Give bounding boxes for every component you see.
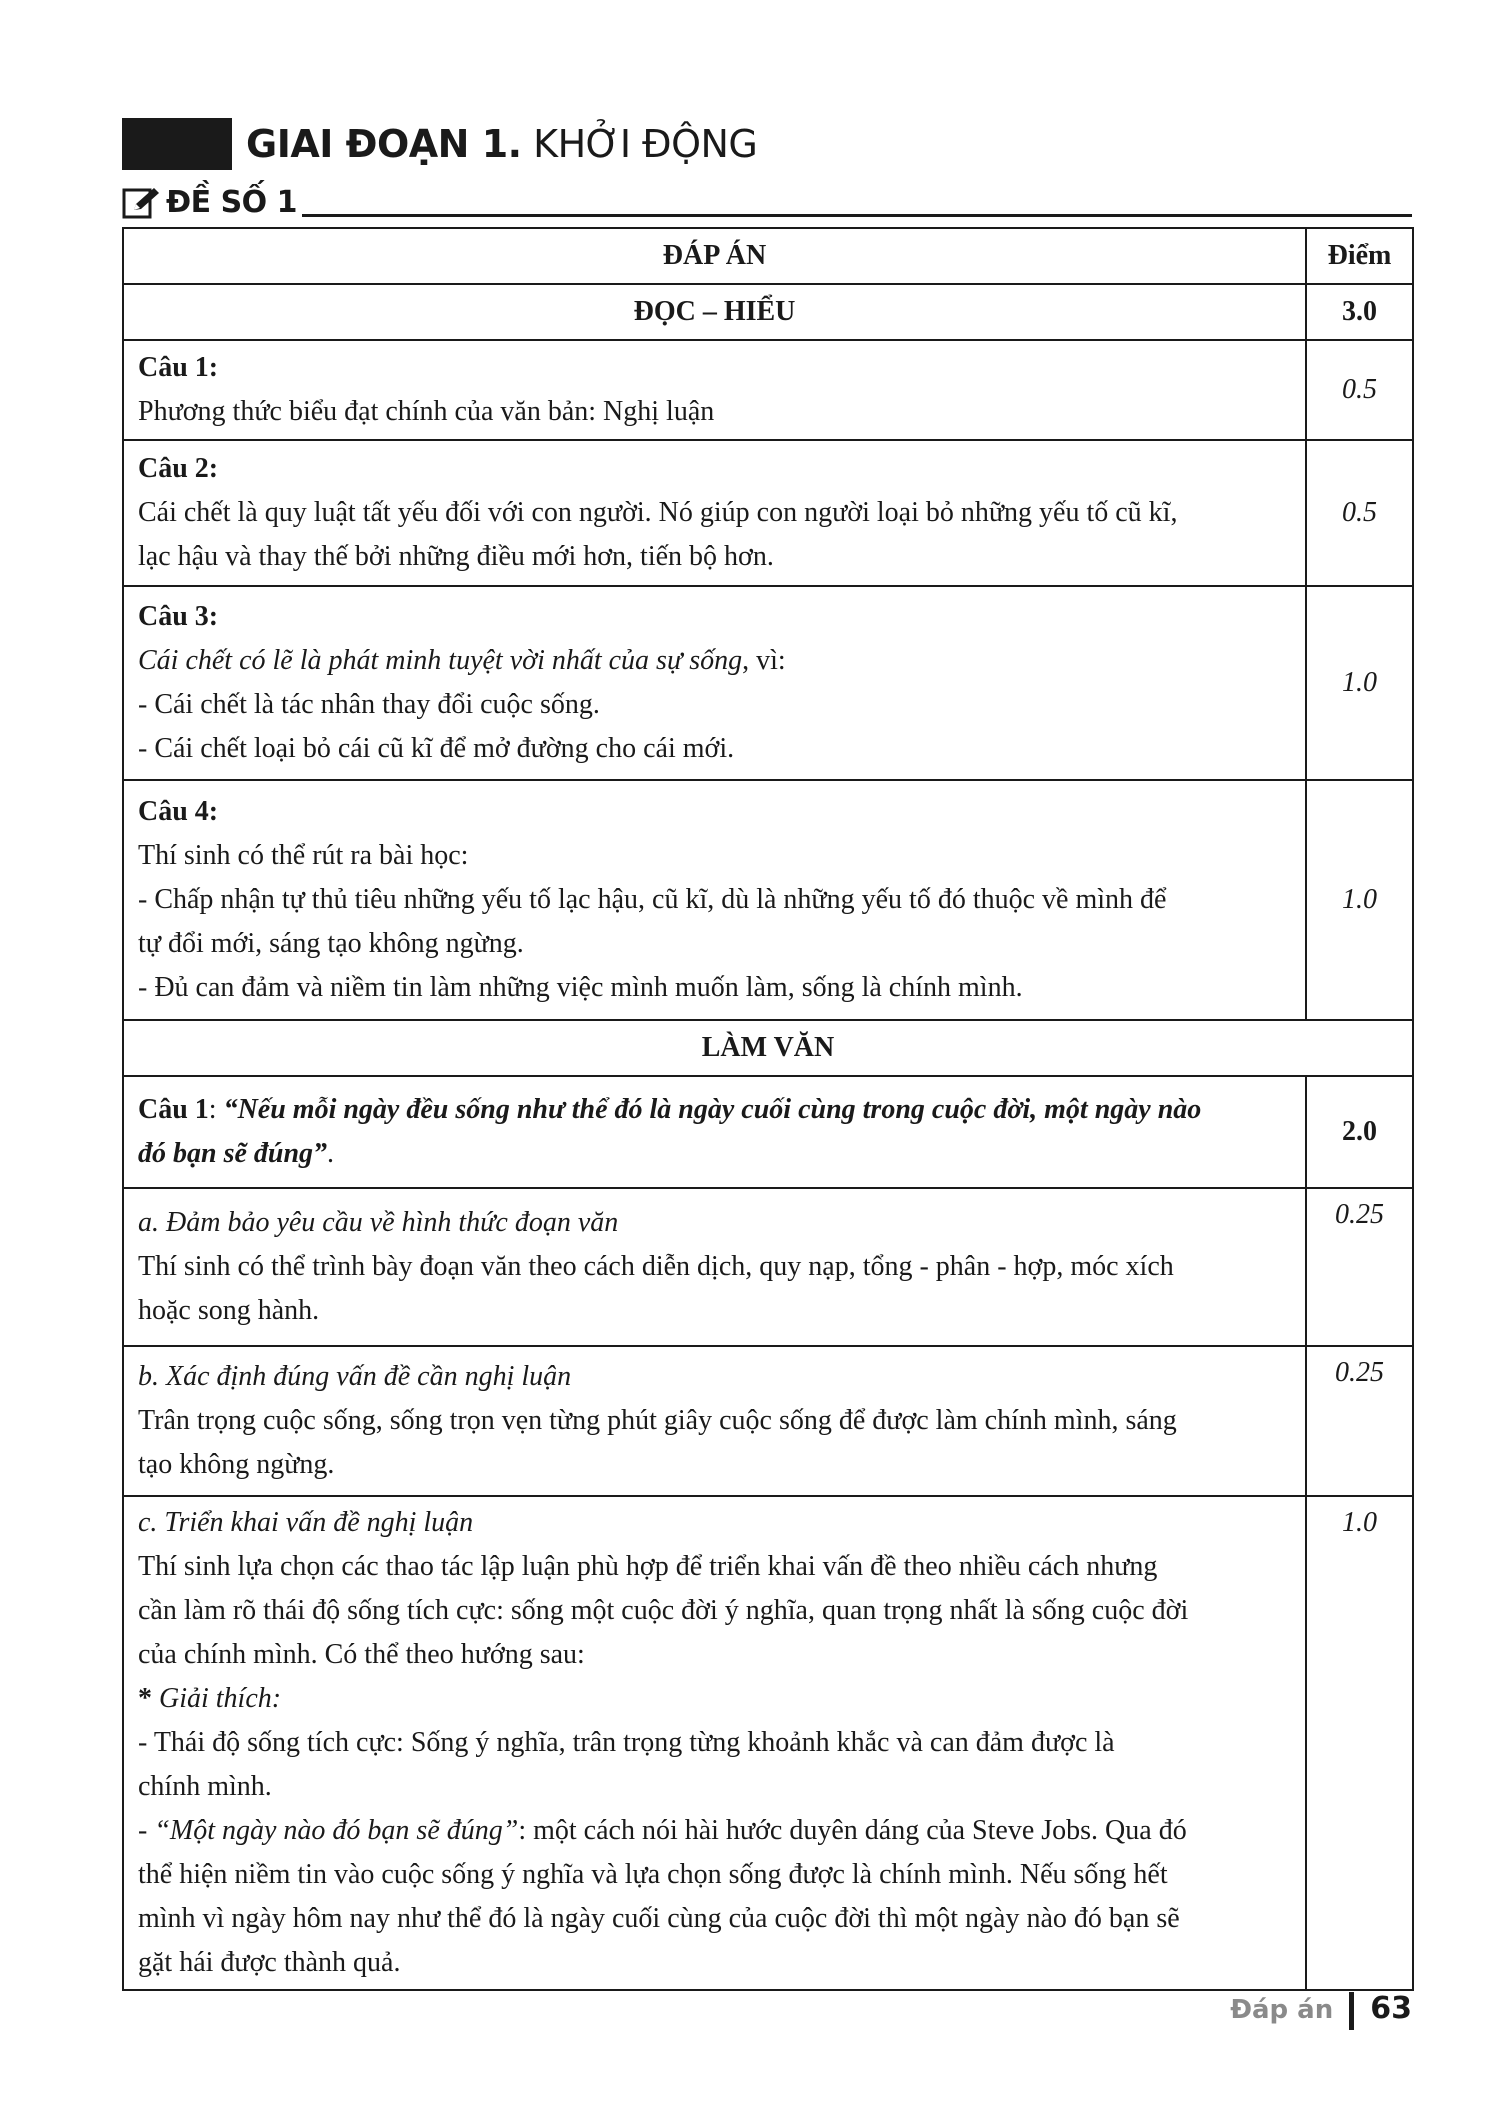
q3-after: , vì: — [742, 645, 786, 676]
writing-section-row — [123, 1020, 1413, 1076]
reading-q1 — [123, 340, 1306, 440]
header-answer: ĐÁP ÁN — [123, 228, 1306, 284]
c-explain: Giải thích: — [152, 1683, 282, 1714]
q4-label: Câu 4: — [138, 796, 219, 827]
q2-line2: lạc hậu và thay thế bởi những điều mới hơn, tiến bộ hơn. — [138, 541, 774, 572]
section-heading — [122, 118, 1412, 170]
b-score: 0.25 — [1306, 1346, 1413, 1496]
writing-title: LÀM VĂN — [123, 1020, 1413, 1076]
c-explain-line — [138, 1677, 1291, 1721]
reading-section-row — [123, 284, 1413, 340]
table-row — [123, 440, 1413, 586]
a-score: 0.25 — [1306, 1188, 1413, 1346]
reading-q4 — [123, 780, 1306, 1020]
c-line7 — [138, 1809, 1291, 1853]
reading-score: 3.0 — [1306, 284, 1413, 340]
q3-line2: - Cái chết là tác nhân thay đổi cuộc sống. — [138, 689, 600, 720]
c-explain-star: * — [138, 1683, 152, 1714]
q3-label: Câu 3: — [138, 601, 219, 632]
c-line5: - Thái độ sống tích cực: Sống ý nghĩa, trân trọng từng khoảnh khắc và can đảm được là — [138, 1727, 1115, 1758]
exam-title: ĐỀ SỐ 1 — [166, 185, 298, 220]
table-row — [123, 340, 1413, 440]
footer-label: Đáp án — [1230, 1995, 1334, 2025]
b-line1: Trân trọng cuộc sống, sống trọn vẹn từng phút giây cuộc sống để được làm chính mình, sáng — [138, 1405, 1177, 1436]
table-row — [123, 586, 1413, 780]
wq1-colon: : — [208, 1094, 224, 1125]
c-title: c. Triển khai vấn đề nghị luận — [138, 1507, 474, 1538]
wq1-score: 2.0 — [1306, 1076, 1413, 1188]
wq1-end: . — [327, 1138, 335, 1169]
c-line7-dash: - — [138, 1815, 155, 1846]
a-line2: hoặc song hành. — [138, 1295, 320, 1326]
q4-score: 1.0 — [1306, 780, 1413, 1020]
q4-line2: - Chấp nhận tự thủ tiêu những yếu tố lạc hậu, cũ kĩ, dù là những yếu tố đó thuộc về mình để — [138, 884, 1167, 915]
wq1-quote1: “Nếu mỗi ngày đều sống như thể đó là ngày cuối cùng trong cuộc đời, một ngày nào — [223, 1094, 1202, 1125]
b-line2: tạo không ngừng. — [138, 1449, 335, 1480]
c-line6: chính mình. — [138, 1771, 272, 1802]
q1-text: Phương thức biểu đạt chính của văn bản: Nghị luận — [138, 396, 715, 427]
reading-title: ĐỌC – HIỂU — [123, 284, 1306, 340]
a-title: a. Đảm bảo yêu cầu về hình thức đoạn văn — [138, 1207, 619, 1238]
q4-line4: - Đủ can đảm và niềm tin làm những việc mình muốn làm, sống là chính mình. — [138, 972, 1023, 1003]
q2-score: 0.5 — [1306, 440, 1413, 586]
writing-b — [123, 1346, 1306, 1496]
q3-line3: - Cái chết loại bỏ cái cũ kĩ để mở đường cho cái mới. — [138, 733, 735, 764]
c-line3: của chính mình. Có thể theo hướng sau: — [138, 1639, 585, 1670]
reading-q3 — [123, 586, 1306, 780]
writing-c — [123, 1496, 1306, 1990]
c-line7-rest: : một cách nói hài hước duyên dáng của Steve Jobs. Qua đó — [518, 1815, 1187, 1846]
c-line10: gặt hái được thành quả. — [138, 1947, 401, 1978]
table-row — [123, 1076, 1413, 1188]
q4-line1: Thí sinh có thể rút ra bài học: — [138, 840, 469, 871]
writing-a — [123, 1188, 1306, 1346]
table-header-row — [123, 228, 1413, 284]
table-row — [123, 780, 1413, 1020]
heading-bold: GIAI ĐOẠN 1. — [246, 122, 522, 166]
heading-text — [246, 120, 757, 168]
reading-q2 — [123, 440, 1306, 586]
table-row — [123, 1496, 1413, 1990]
wq1-line2 — [138, 1132, 1291, 1176]
c-line9: mình vì ngày hôm nay như thể đó là ngày cuối cùng của cuộc đời thì một ngày nào đó bạn sẽ — [138, 1903, 1180, 1934]
wq1-label: Câu 1 — [138, 1094, 209, 1125]
q1-score: 0.5 — [1306, 340, 1413, 440]
q2-label: Câu 2: — [138, 453, 219, 484]
exam-title-rule — [302, 214, 1412, 217]
q2-line1: Cái chết là quy luật tất yếu đối với con người. Nó giúp con người loại bỏ những yếu tố cũ kĩ, — [138, 497, 1178, 528]
wq1-quote2: đó bạn sẽ đúng” — [138, 1138, 328, 1169]
q4-line3: tự đổi mới, sáng tạo không ngừng. — [138, 928, 524, 959]
table-row — [123, 1346, 1413, 1496]
pencil-note-icon — [122, 186, 160, 220]
wq1-line1 — [138, 1088, 1291, 1132]
q3-quote: Cái chết có lẽ là phát minh tuyệt vời nhất của sự sống — [138, 645, 743, 676]
heading-normal: KHỞI ĐỘNG — [533, 122, 758, 166]
q1-label: Câu 1: — [138, 352, 219, 383]
c-line8: thể hiện niềm tin vào cuộc sống ý nghĩa và lựa chọn sống được là chính mình. Nếu sống hết — [138, 1859, 1168, 1890]
c-line2: cần làm rõ thái độ sống tích cực: sống một cuộc đời ý nghĩa, quan trọng nhất là sống cuộc đời — [138, 1595, 1189, 1626]
heading-black-box — [122, 118, 232, 170]
c-line7-quote: “Một ngày nào đó bạn sẽ đúng” — [154, 1815, 519, 1846]
a-line1: Thí sinh có thể trình bày đoạn văn theo cách diễn dịch, quy nạp, tổng - phân - hợp, móc xích — [138, 1251, 1174, 1282]
page-footer — [1230, 1987, 1412, 2031]
q3-score: 1.0 — [1306, 586, 1413, 780]
b-title: b. Xác định đúng vấn đề cần nghị luận — [138, 1361, 572, 1392]
answer-table — [122, 227, 1414, 1991]
c-line1: Thí sinh lựa chọn các thao tác lập luận phù hợp để triển khai vấn đề theo nhiều cách nhưng — [138, 1551, 1158, 1582]
table-row — [123, 1188, 1413, 1346]
q3-line1 — [138, 639, 1291, 683]
page-number: 63 — [1370, 1991, 1412, 2026]
footer-divider — [1349, 1992, 1354, 2030]
writing-q1 — [123, 1076, 1306, 1188]
exam-title-row — [122, 184, 1412, 224]
c-score: 1.0 — [1306, 1496, 1413, 1990]
header-score: Điểm — [1306, 228, 1413, 284]
